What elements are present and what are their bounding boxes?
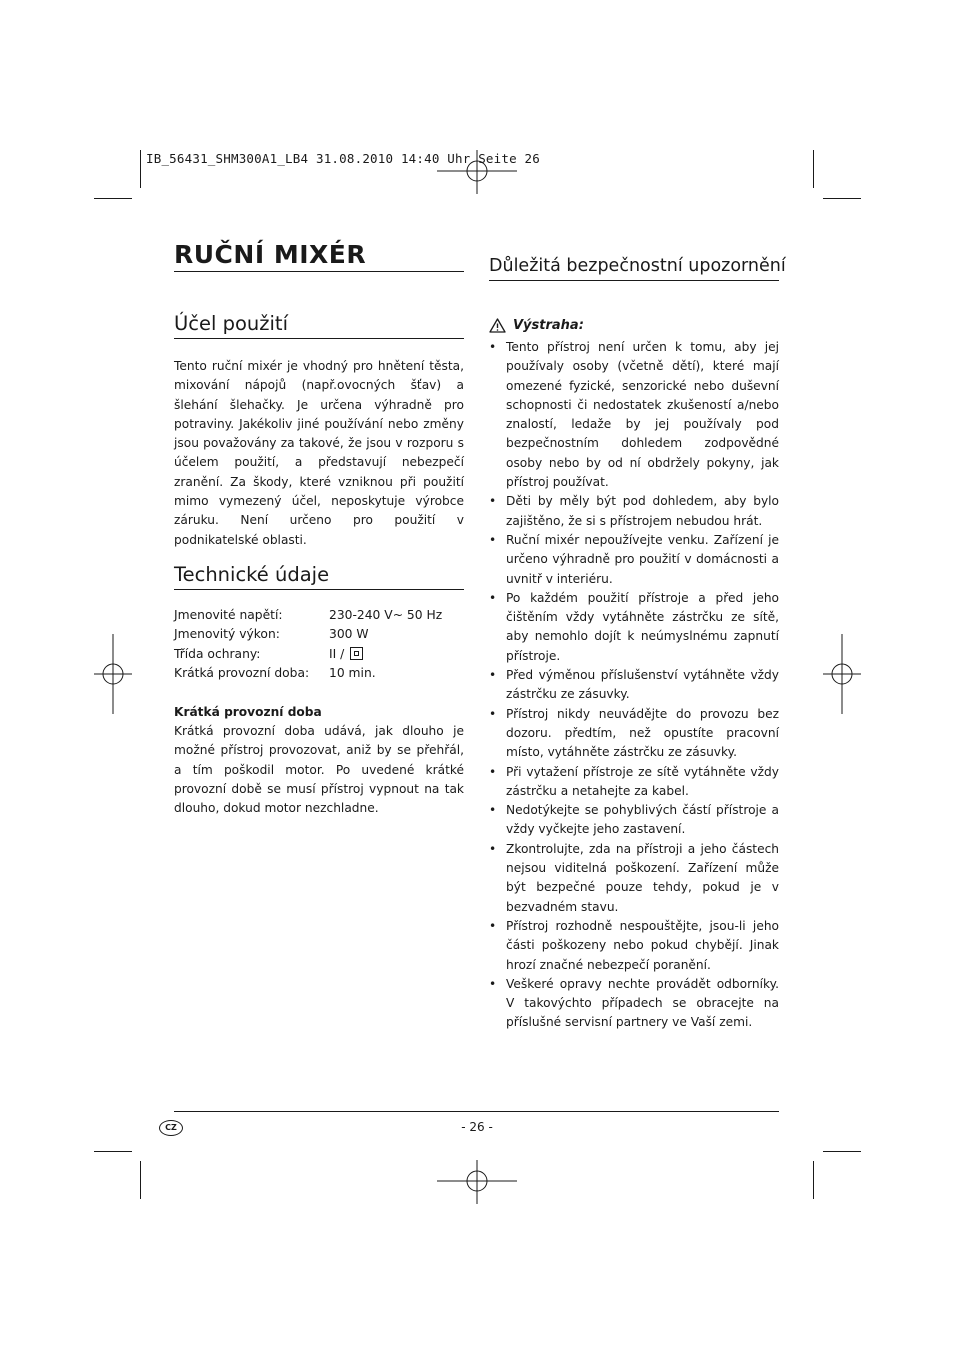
print-slug: IB_56431_SHM300A1_LB4 31.08.2010 14:40 Uhr Seite 26 — [146, 151, 541, 166]
table-row — [174, 606, 442, 625]
short-time-text: Krátká provozní doba udává, jak dlouho je možné přístroj provozovat, aniž by se přehřál, a tím poškodil motor. Po uvedené krátké provozní době se musí přístroj vypnout na tak dlouho, dokud motor nezchladne. — [174, 724, 464, 816]
page-number: - 26 - — [461, 1120, 493, 1134]
list-item: • Po každém použití přístroje a před jeho čištěním vždy vytáhněte zástrčku ze sítě, aby nemohlo dojít k neúmyslnému zapnutí přístroje. — [489, 589, 779, 666]
registration-mark-left — [94, 634, 132, 714]
list-item: • Tento přístroj není určen k tomu, aby jej používaly osoby (včetně dětí), které mají omezené fyzické, senzorické nebo duševní schopnosti či nedostatek zkušeností a/nebo znalostí, ledaže by jej používaly pod bezpečnostním dohledem zodpovědné osoby nebo by od ní obdržely pokyny, jak přístroj používat. — [489, 338, 779, 492]
purpose-rule — [174, 338, 464, 339]
warning-heading — [489, 318, 584, 333]
crop-mark — [140, 1161, 141, 1199]
tech-label: Jmenovitý výkon: — [174, 627, 280, 642]
short-time-subheading: Krátká provozní doba — [174, 705, 322, 719]
warning-label: Výstraha: — [513, 318, 584, 333]
warning-triangle-icon — [489, 318, 506, 333]
list-item: • Před výměnou příslušenství vytáhněte vždy zástrčku ze zásuvky. — [489, 666, 779, 705]
list-item: • Veškeré opravy nechte provádět odborníky. V takovýchto případech se obracejte na příslušné servisní partnery ve Vaší zemi. — [489, 975, 779, 1033]
table-row — [174, 645, 442, 664]
list-item: • Ruční mixér nepoužívejte venku. Zařízení je určeno výhradně pro použití v domácnosti a uvnitř v interiéru. — [489, 531, 779, 589]
registration-mark-right — [823, 634, 861, 714]
tech-value: 230-240 V~ 50 Hz — [329, 608, 443, 622]
page-title: RUČNÍ MIXÉR — [174, 240, 367, 269]
crop-mark — [94, 1151, 132, 1152]
safety-heading: Důležitá bezpečnostní upozornění — [489, 256, 786, 276]
purpose-heading: Účel použití — [174, 312, 288, 335]
list-item: • Nedotýkejte se pohyblivých částí přístroje a vždy vyčkejte jeho zastavení. — [489, 801, 779, 840]
tech-label: Jmenovité napětí: — [174, 608, 283, 622]
table-row — [174, 625, 442, 644]
registration-mark-bottom — [437, 1160, 517, 1204]
technical-rule — [174, 589, 464, 590]
technical-heading: Technické údaje — [174, 563, 330, 586]
tech-value: 300 W — [329, 627, 369, 642]
safety-rule — [489, 280, 779, 281]
crop-mark — [813, 150, 814, 188]
list-item: • Při vytažení přístroje ze sítě vytáhněte vždy zástrčku a netahejte za kabel. — [489, 763, 779, 802]
tech-value: 10 min. — [329, 665, 376, 680]
crop-mark — [140, 150, 141, 188]
table-row — [174, 664, 442, 683]
crop-mark — [823, 198, 861, 199]
crop-mark — [823, 1151, 861, 1152]
list-item: • Přístroj rozhodně nespouštějte, jsou-li jeho části poškozeny nebo pokud chybějí. Jinak hrozí značné nebezpečí poranění. — [489, 917, 779, 975]
list-item: • Zkontrolujte, zda na přístroji a jeho částech nejsou viditelná poškození. Zařízení může být bezpečné pouze tehdy, pokud je v bezvadném stavu. — [489, 840, 779, 917]
title-rule — [174, 271, 464, 272]
crop-mark — [94, 198, 132, 199]
list-item: • Přístroj nikdy neuvádějte do provozu bez dozoru. předtím, než opustíte pracovní místo, vytáhněte zástrčku ze zásuvky. — [489, 705, 779, 763]
list-item: • Děti by měly být pod dohledem, aby bylo zajištěno, že si s přístrojem nebudou hrát. — [489, 492, 779, 531]
tech-label: Krátká provozní doba: — [174, 665, 310, 680]
protection-class-text: II / — [329, 646, 345, 661]
safety-list — [489, 338, 779, 1033]
protection-class-ii-icon — [350, 647, 363, 660]
crop-mark — [813, 1161, 814, 1199]
technical-table — [174, 606, 442, 683]
tech-value — [329, 645, 363, 664]
purpose-text: Tento ruční mixér je vhodný pro hnětení těsta, mixování nápojů (např.ovocných šťav) a šlehání šlehačky. Je určena výhradně pro potraviny. Jakékoliv jiné používání nebo změny jsou považovány za takové, že jsou v rozporu s účelem použití, a představují nebezpečí zranění. Za škody, které vzniknou při použití mimo vymezený účel, neposkytuje výrobce záruku. Není určeno pro použití v podnikatelské oblasti. — [174, 359, 464, 547]
tech-label: Třída ochrany: — [174, 646, 261, 661]
language-badge: CZ — [159, 1120, 183, 1136]
footer-rule — [174, 1111, 779, 1112]
